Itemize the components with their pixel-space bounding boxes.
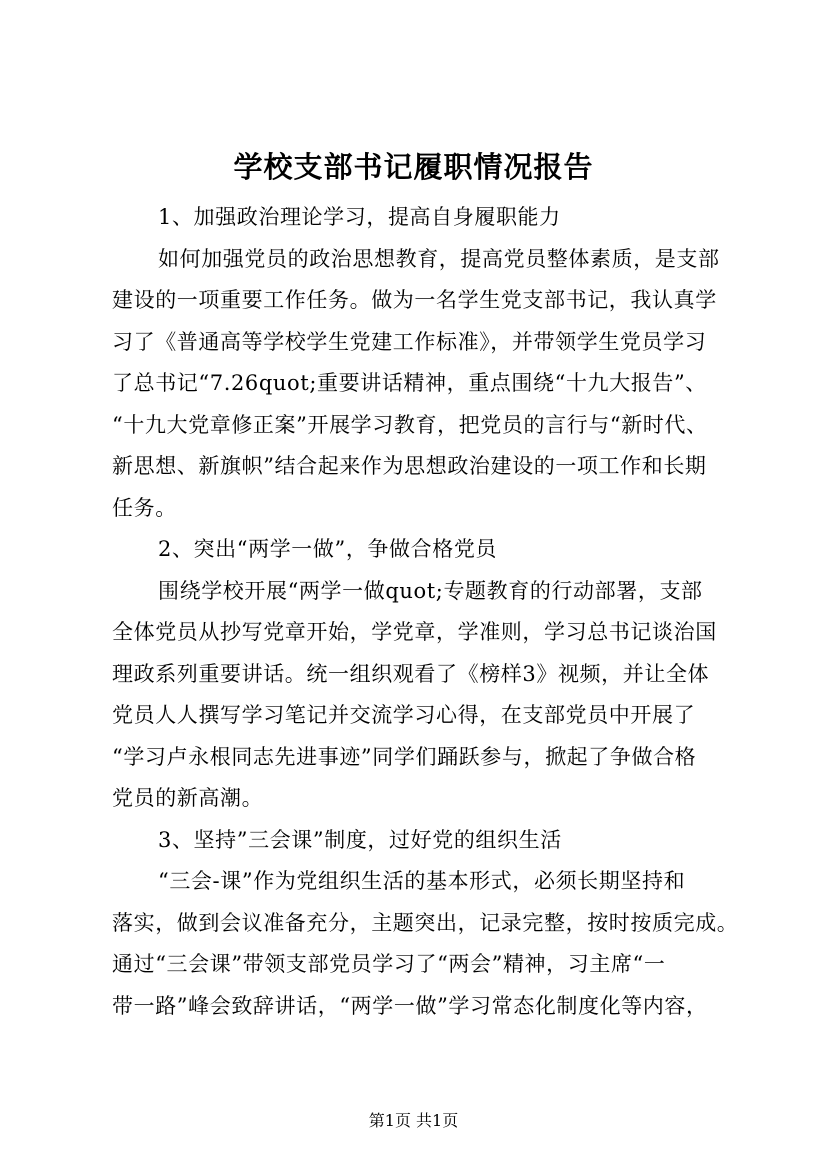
paragraph-line: 落实，做到会议准备充分，主题突出，记录完整，按时按质完成。: [112, 910, 739, 935]
paragraph-line: 党员的新高潮。: [112, 786, 264, 810]
paragraph-line: 任务。: [112, 495, 177, 520]
paragraph-line: 党员人人撰写学习笔记并交流学习心得，在支部党员中开展了: [112, 703, 696, 727]
paragraph-line: “三会-课”作为党组织生活的基本形式，必须长期坚持和: [158, 869, 686, 893]
paragraph-line: 建设的一项重要工作任务。做为一名学生党支部书记，我认真学: [112, 288, 717, 312]
paragraph-line: 带一路”峰会致辞讲话，“两学一做”学习常态化制度化等内容，: [112, 993, 708, 1018]
document-body: [112, 197, 739, 1027]
paragraph-line: “十九大党章修正案”开展学习教育，把党员的言行与“新时代、: [112, 412, 708, 437]
page-number-footer: 第1页 共1页: [368, 1111, 459, 1130]
paragraph-line: 如何加强党员的政治思想教育，提高党员整体素质，是支部: [158, 246, 720, 271]
paragraph-line: 了总书记“7.26quot;重要讲话精神，重点围绕“十九大报告”、: [112, 371, 707, 395]
section-heading: 3、坚持”三会课”制度，过好党的组织生活: [158, 827, 562, 852]
paragraph-line: 围绕学校开展“两学一做quot;专题教育的行动部署，支部: [158, 578, 703, 603]
document-title: 学校支部书记履职情况报告: [233, 150, 594, 184]
paragraph-line: 通过“三会课”带领支部党员学习了“两会”精神，习主席“一: [112, 952, 666, 976]
section-heading: 1、加强政治理论学习，提高自身履职能力: [158, 205, 561, 229]
paragraph-line: 习了《普通高等学校学生党建工作标准》，并带领学生党员学习: [112, 329, 707, 354]
paragraph-line: 理政系列重要讲话。统一组织观看了《榜样3》视频，并让全体: [112, 661, 710, 686]
paragraph-line: 新思想、新旗帜”结合起来作为思想政治建设的一项工作和长期: [112, 454, 707, 478]
paragraph-line: 全体党员从抄写党章开始，学党章，学准则，学习总书记谈治国: [112, 620, 717, 644]
section-heading: 2、突出“两学一做”，争做合格党员: [158, 537, 498, 561]
paragraph-line: “学习卢永根同志先进事迹”同学们踊跃参与，掀起了争做合格: [112, 744, 697, 769]
